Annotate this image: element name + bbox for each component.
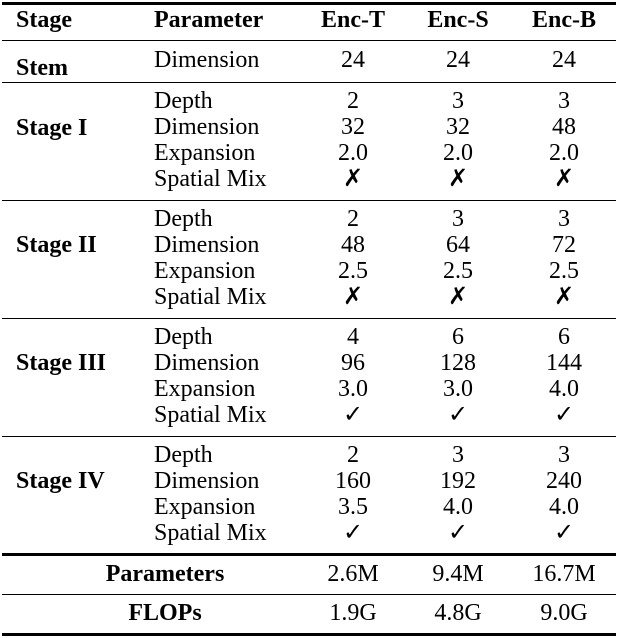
stage-3-label: Stage III — [16, 350, 107, 376]
stage-2-param-expansion: Expansion — [154, 258, 256, 284]
header-enc-t: Enc-T — [320, 7, 385, 33]
stage-4-expansion-enc-t: 3.5 — [338, 494, 368, 520]
stem-value-enc-t: 24 — [341, 47, 365, 73]
stem-parameter: Dimension — [154, 47, 260, 73]
stage-1-dimension-enc-t: 32 — [341, 114, 365, 140]
flops-label: FLOPs — [128, 600, 202, 626]
stage-2-depth-enc-t: 2 — [347, 206, 359, 232]
stage-1-param-expansion: Expansion — [154, 140, 256, 166]
stage-1-spatial-mix-enc-s: ✗ — [447, 166, 469, 192]
stage-2-dimension-enc-s: 64 — [446, 232, 470, 258]
stage-3-expansion-enc-b: 4.0 — [549, 376, 579, 402]
summary-rule — [2, 594, 616, 595]
stage-4-depth-enc-b: 3 — [558, 442, 570, 468]
stage-4-spatial-mix-enc-s: ✓ — [447, 520, 469, 546]
stage-2-spatial-mix-enc-s: ✗ — [447, 284, 469, 310]
flops-enc-s: 4.8G — [434, 600, 482, 626]
stage-2-spatial-mix-enc-b: ✗ — [553, 284, 575, 310]
stage-2-param-spatial-mix: Spatial Mix — [154, 284, 267, 310]
stage-4-dimension-enc-t: 160 — [335, 468, 371, 494]
bottom-rule — [2, 633, 616, 636]
stage-2-depth-enc-s: 3 — [452, 206, 464, 232]
parameters-enc-t: 2.6M — [327, 561, 379, 587]
stem-value-enc-s: 24 — [446, 47, 470, 73]
stage-4-expansion-enc-s: 4.0 — [443, 494, 473, 520]
top-rule — [2, 2, 616, 5]
stage-1-expansion-enc-s: 2.0 — [443, 140, 473, 166]
stage-3-param-expansion: Expansion — [154, 376, 256, 402]
stage-2-param-dimension: Dimension — [154, 232, 260, 258]
stages-end-rule — [2, 553, 616, 556]
stage-2-dimension-enc-b: 72 — [552, 232, 576, 258]
parameters-label: Parameters — [105, 561, 225, 587]
stage-3-spatial-mix-enc-b: ✓ — [553, 402, 575, 428]
stage-4-param-depth: Depth — [154, 442, 213, 468]
stage-3-dimension-enc-b: 144 — [546, 350, 582, 376]
stage-1-depth-enc-s: 3 — [452, 88, 464, 114]
stage-3-spatial-mix-enc-t: ✓ — [342, 402, 364, 428]
stage-3-param-depth: Depth — [154, 324, 213, 350]
stage-4-expansion-enc-b: 4.0 — [549, 494, 579, 520]
stage-3-rule — [2, 436, 616, 437]
stage-2-expansion-enc-b: 2.5 — [549, 258, 579, 284]
stem-value-enc-b: 24 — [552, 47, 576, 73]
stage-4-dimension-enc-b: 240 — [546, 468, 582, 494]
stage-4-spatial-mix-enc-b: ✓ — [553, 520, 575, 546]
stage-3-depth-enc-b: 6 — [558, 324, 570, 350]
stage-1-depth-enc-t: 2 — [347, 88, 359, 114]
stage-2-label: Stage II — [16, 232, 97, 258]
stage-3-depth-enc-t: 4 — [347, 324, 359, 350]
stage-1-expansion-enc-t: 2.0 — [338, 140, 368, 166]
flops-enc-t: 1.9G — [329, 600, 377, 626]
stage-1-label: Stage I — [16, 115, 88, 141]
stage-3-spatial-mix-enc-s: ✓ — [447, 402, 469, 428]
stage-2-dimension-enc-t: 48 — [341, 232, 365, 258]
stage-1-param-dimension: Dimension — [154, 114, 260, 140]
stage-4-depth-enc-s: 3 — [452, 442, 464, 468]
stage-2-spatial-mix-enc-t: ✗ — [342, 284, 364, 310]
stage-2-param-depth: Depth — [154, 206, 213, 232]
stage-1-depth-enc-b: 3 — [558, 88, 570, 114]
stage-3-expansion-enc-t: 3.0 — [338, 376, 368, 402]
stage-3-param-dimension: Dimension — [154, 350, 260, 376]
stage-4-param-expansion: Expansion — [154, 494, 256, 520]
stem-label: Stem — [16, 55, 68, 81]
stage-4-spatial-mix-enc-t: ✓ — [342, 520, 364, 546]
stage-4-label: Stage IV — [16, 468, 105, 494]
stage-1-dimension-enc-s: 32 — [446, 114, 470, 140]
stage-1-expansion-enc-b: 2.0 — [549, 140, 579, 166]
flops-enc-b: 9.0G — [540, 600, 588, 626]
header-rule — [2, 40, 616, 41]
stage-1-spatial-mix-enc-b: ✗ — [553, 166, 575, 192]
stem-rule — [2, 82, 616, 83]
stage-3-dimension-enc-s: 128 — [440, 350, 476, 376]
stage-2-expansion-enc-t: 2.5 — [338, 258, 368, 284]
header-enc-b: Enc-B — [531, 7, 596, 33]
stage-4-dimension-enc-s: 192 — [440, 468, 476, 494]
stage-3-param-spatial-mix: Spatial Mix — [154, 402, 267, 428]
stage-2-depth-enc-b: 3 — [558, 206, 570, 232]
stage-1-rule — [2, 200, 616, 201]
stage-1-param-depth: Depth — [154, 88, 213, 114]
stage-3-expansion-enc-s: 3.0 — [443, 376, 473, 402]
header-stage: Stage — [16, 7, 72, 33]
stage-2-rule — [2, 318, 616, 319]
stage-4-param-spatial-mix: Spatial Mix — [154, 520, 267, 546]
parameters-enc-s: 9.4M — [432, 561, 484, 587]
header-enc-s: Enc-S — [427, 7, 489, 33]
stage-3-depth-enc-s: 6 — [452, 324, 464, 350]
stage-1-param-spatial-mix: Spatial Mix — [154, 166, 267, 192]
parameters-enc-b: 16.7M — [532, 561, 596, 587]
stage-4-depth-enc-t: 2 — [347, 442, 359, 468]
stage-1-spatial-mix-enc-t: ✗ — [342, 166, 364, 192]
header-parameter: Parameter — [154, 7, 264, 33]
stage-3-dimension-enc-t: 96 — [341, 350, 365, 376]
stage-1-dimension-enc-b: 48 — [552, 114, 576, 140]
stage-2-expansion-enc-s: 2.5 — [443, 258, 473, 284]
stage-4-param-dimension: Dimension — [154, 468, 260, 494]
